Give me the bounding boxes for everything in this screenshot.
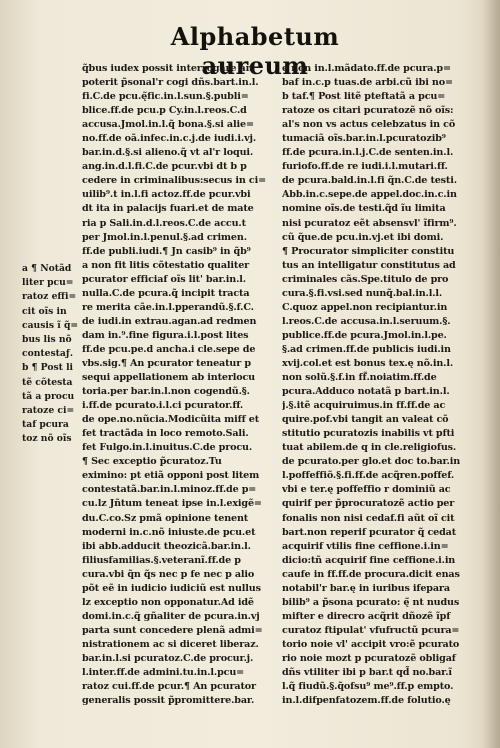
page-edge-shadow [482,0,500,748]
text-line: non solũ.§.f.in ff̃.noiatim.ff.de [282,372,437,384]
text-line: nomine oĩs.de testi.q̃d ĩu limita [282,203,446,215]
text-line: Abb.in.c.sepe.de appel.doc.in.c.in [282,189,457,201]
text-line: nistrationem ac si diceret liberaz. [82,638,259,650]
text-line: parta sunt concedere plenã admi= [82,624,263,636]
text-line: rio noie mozt p pcuratozẽ obligaf [282,652,456,664]
text-line: toria.per bar.in.l.non cogendũ.§. [82,386,250,398]
text-line: fet Fulgo.in.l.inuitus.C.de procu. [82,442,253,454]
text-line: tuat abilem.de q in cle.religiofus. [282,442,457,454]
text-line: ff.de pcu.pe.d ancha.i cle.sepe de [82,343,256,355]
text-line: taf pcura [22,419,69,431]
page-title: Alphabetum aureum [170,22,340,80]
text-line: dam in.⁹.fine figura.i.l.post lites [82,329,249,341]
text-line: ratoz effi= [22,291,77,303]
text-line: curatoz ftipulat' vfufructũ pcura= [282,624,460,636]
text-line: contestatã.bar.in.l.minoz.ff.de p= [82,484,257,496]
text-line: põt eẽ in iudicio iudiciũ est nullus [82,582,261,594]
text-line: fonalis non nisi cedaf.fi aũt oĩ cit [282,512,455,524]
text-line: ¶ Procurator simpliciter constitu [282,245,455,257]
text-line: de pcura.bald.in.l.fi q̃n.C.de testi. [282,175,457,187]
text-line: in.l.difpenfatozem.ff.de folutio.ę [282,695,451,707]
text-line: uilib⁹.t in.l.fi actoz.ff.de pcur.vbi [82,189,251,201]
text-line: quirif per p̃procuratozẽ actio per [282,498,455,510]
text-line: liter pcu= [22,277,74,289]
text-line: vbi e ter.ę poffeffio r dominiũ ac [282,484,451,496]
text-line: filiusfamilias.§.veteranĩ.ff.de p [82,554,241,566]
text-line: criminales cãs.Spe.titulo de pro [282,273,449,285]
text-line: stitutio pcuratozis inabilis vt pfti [282,428,455,440]
text-line: tumaciã oĩs.bar.in.l.pcuratozib⁹ [282,133,446,145]
text-column-left [82,62,277,708]
text-line: ang.in.d.l.fi.C.de pcur.vbi dt b p [82,161,247,173]
text-line: notabil'r bar.ę in iuribus ifepara [282,582,450,594]
text-line: pcura.Adduco notatã p bart.in.l. [282,386,450,398]
text-line: eximino: pt etiã opponi post litem [82,470,260,482]
text-line: l.q̃ fiudũ.§.q̃ofsu⁹ me⁹.ff.p empto. [282,681,454,693]
text-line: fet tractãda in loco remoto.Sali. [82,428,249,440]
text-line: caufe in ff.ff.de procura.dicit enas [282,568,460,580]
text-line: lz exceptio non opponatur.Ad idẽ [82,596,254,608]
text-line: fi.C.de pcu.ę̃fic.in.l.sun.§.publi= [82,91,249,103]
text-line: §.ad crimen.ff.de publicis iudi.in [282,343,451,355]
text-line: nulla.C.de pcura.q̃ incipit tracta [82,287,250,299]
text-line: moderni in.c.nõ iniuste.de pcu.et [82,526,256,538]
text-line: ¶ Sec exceptio p̃curatoz.Tu [82,456,222,468]
text-line: vbs.sig.¶ An pcurator teneatur p [82,357,251,369]
text-line: b ¶ Post li [22,362,74,374]
text-line: a ¶ Notãd [22,263,72,274]
text-line: domi.in.c.q̃ gñaliter de pcura.in.vj [82,610,260,622]
text-line: l.reos.C.de accusa.in.l.seruum.§. [282,315,451,327]
text-line: toz nõ oĩs [22,433,72,445]
text-line: cũ q̃ue.de pcu.in.vj.et ibi domi. [282,231,444,243]
text-line: cu.lz Jñtum teneat ipse in.l.exigẽ= [82,498,262,510]
text-line: cit oĩs in [22,305,67,317]
text-line: bus lis nõ [22,333,72,345]
text-line: mifter e direcro acq̃rit dñozẽ ĩpf [282,610,451,622]
text-line: cura.vbi q̃n q̃s nec p fe nec p alio [82,568,255,580]
text-line: ff.de pcura.in.l.j.C.de senten.in.l. [282,147,454,159]
text-line: q̃bus iudex possit interrogare an [82,63,253,74]
text-line: bar.in.l.si pcuratoz.C.de procur.j. [82,652,254,664]
text-line: ratoze os citari pcuratozẽ nõ oĩs: [282,105,454,117]
text-line: blice.ff.de pcu.p Cy.in.l.reos.C.d [82,105,247,117]
text-line: torio noie vl' accipit vro:ẽ pcurato [282,638,460,650]
text-line: du.C.co.Sz pmã opinione tenent [82,512,249,524]
text-line: j.§.itẽ acquiruimus.in ff.ff.de ac [282,400,446,412]
text-line: acquirif vtilis fine ceffione.i.in= [282,540,449,552]
text-line: ę non in.l.mãdato.ff.de pcura.p= [282,63,451,74]
text-line: tẽ cõtesta [22,376,73,388]
text-column-right [282,62,477,708]
text-line: nisi pcuratoz eẽt absensvl' ĩfirm⁹. [282,217,457,229]
text-line: bilib⁹ a p̃sona pcurato: ę̃ nt nudus [282,596,460,608]
text-line: publice.ff.de pcura.Jmol.in.l.pe. [282,329,447,341]
text-line: causis ĩ q̃= [22,319,79,331]
text-line: a non fit litis cõtestatio qualiter [82,259,250,271]
text-line: i.ff.de pcurato.i.l.ci pcurator.ff. [82,400,244,412]
text-line: ratoze ci= [22,404,75,416]
text-line: l.poffeffiõ.§.fi.ff.de acq̃ren.poffef. [282,470,455,482]
margin-note [22,262,80,446]
text-line: poterit p̃sonal'r cogi dñs.bart.in.l. [82,77,259,89]
text-line: dt ita in palacijs fuari.et de mate [82,203,254,215]
text-line: per Jmol.in.l.penul.§.ad crimen. [82,231,247,243]
text-line: no.ff.de oã.infec.in.c.j.de iudi.i.vj. [82,133,257,145]
text-line: cedere in criminalibus:secus in ci= [82,175,266,187]
text-line: tus an intelligatur constitutus ad [282,259,456,271]
text-line: de iudi.in extrau.agan.ad redmen [82,315,257,327]
text-line: generalis possit p̃promittere.bar. [82,695,255,707]
text-line: ff.de publi.iudi.¶ Jn casib⁹ in q̃b⁹ [82,245,251,257]
text-line: accusa.Jmol.in.l.q̃ bona.§.si alie= [82,119,254,131]
text-line: ratoz cui.ff.de pcur.¶ An pcurator [82,681,256,693]
text-line: de pcurato.per glo.et doc to.bar.in [282,456,461,468]
text-line: sequi appellationem ab interlocu [82,372,255,384]
text-line: bart.non reperif pcurator q̃ cedat [282,526,456,538]
text-line: dñs vtiliter ibi p bar.t qd̃ no.bar.ĩ [282,667,452,679]
text-line: C.quoz appel.non recipiantur.in [282,301,448,313]
text-line: baf in.c.p tuas.de arbi.cũ ibi no= [282,77,453,89]
text-line: ibi abb.adducit theozicã.bar.in.l. [82,540,251,552]
text-line: de ope.no.nũcia.Modicũita miff et [82,414,260,426]
text-line: xvij.col.et est bonus tex.ę nõ.in.l. [282,357,454,369]
text-line: re merita cãe.in.l.pperandũ.§.f.C. [82,301,254,313]
text-line: dicio:tñ acquirif fine ceffione.i.in [282,554,456,566]
text-line: ria p Sali.in.d.l.reos.C.de accu.t [82,217,246,229]
text-line: furiofo.ff.de re iudi.i.l.mutari.ff. [282,161,448,173]
text-line: l.inter.ff.de admini.tu.in.l.pcu= [82,667,245,679]
text-line: bar.in.d.§.si alieno.q̃ vt al'r loqui. [82,147,254,159]
text-line: contestaƒ. [22,348,74,360]
text-line: cura.§.fi.vsi.sed nunq̃.bal.in.l.l. [282,287,443,299]
text-line: quire.pof.vbi tangit an valeat cõ [282,414,449,426]
text-line: al's non vs actus celebzatus in cõ [282,119,456,131]
text-line: tã a procu [22,390,75,402]
text-line: pcurator efficiaf oĩs lit' bar.in.l. [82,273,246,285]
text-line: b taf.¶ Post litẽ pteftatã a pcu= [282,91,446,103]
